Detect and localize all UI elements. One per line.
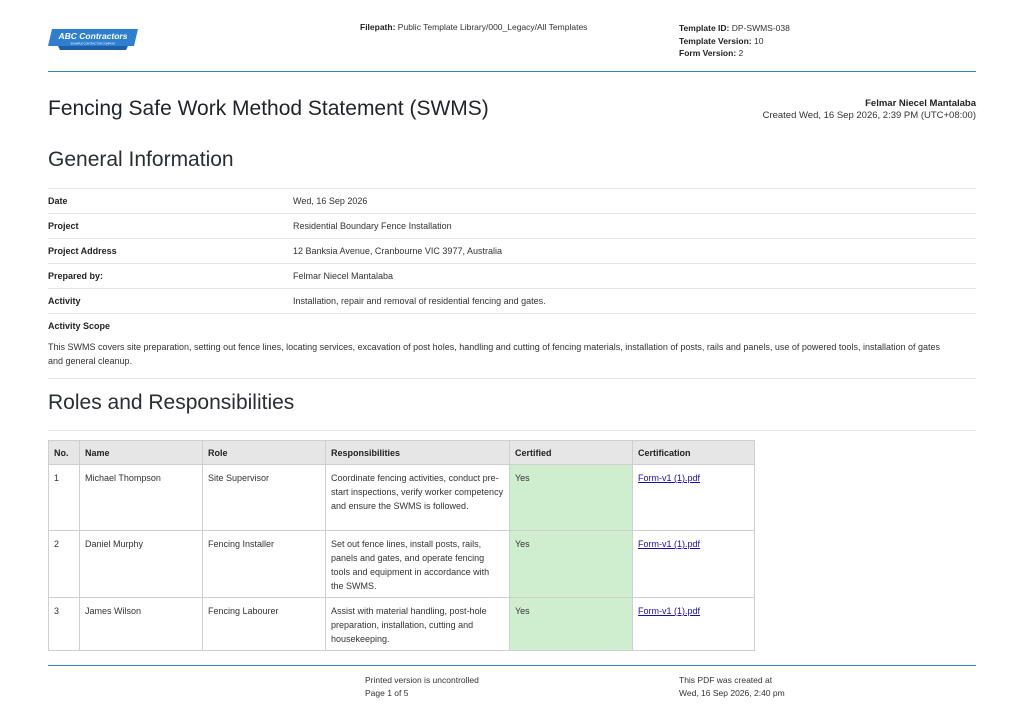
filepath [360,22,587,32]
info-row-activity-scope [48,313,976,368]
uncontrolled-notice: Printed version is uncontrolled [365,675,479,685]
cell-role: Fencing Labourer [203,598,326,651]
info-row-project-address [48,238,976,263]
certification-file-link[interactable]: Form-v1 (1).pdf [638,606,701,616]
template-id-label: Template ID: [679,23,730,33]
info-row-activity [48,288,976,313]
info-label: Prepared by: [48,271,104,281]
cell-certification [633,598,755,651]
cell-name: Michael Thompson [80,465,203,531]
footer-left [365,674,479,699]
info-value: Wed, 16 Sep 2026 [293,196,368,206]
template-version-label: Template Version: [679,35,752,46]
cell-certified: Yes [510,465,633,531]
column-header-no: No. [49,441,80,465]
logo-title: ABC Contractors [58,31,128,41]
table-header-row [49,441,755,465]
author-name: Felmar Niecel Mantalaba [865,98,976,109]
pdf-created-label: This PDF was created at [679,675,773,685]
form-version-value: 2 [738,48,744,58]
table-row [49,465,755,531]
cell-no: 1 [49,465,80,531]
general-information-heading: General Information [48,148,234,171]
section-divider [48,378,976,379]
logo-subtitle: EXAMPLE CONTRACTOR COMPANY [70,42,116,46]
section-divider [48,430,976,431]
activity-scope-label: Activity Scope [48,321,111,331]
column-header-role: Role [203,441,326,465]
cell-certification [633,531,755,598]
info-label: Project Address [48,246,117,256]
cell-responsibilities: Coordinate fencing activities, conduct pre-start inspections, verify worker competency and ensure the SWMS is followed. [326,465,510,531]
pdf-created-value: Wed, 16 Sep 2026, 2:40 pm [679,687,785,698]
table-row [49,598,755,651]
cell-no: 3 [49,598,80,651]
info-row-project [48,213,976,238]
info-label: Project [48,221,79,231]
company-logo [48,27,138,51]
column-header-certified: Certified [510,441,633,465]
filepath-label: Filepath: [360,22,396,32]
info-value: Residential Boundary Fence Installation [293,221,452,231]
column-header-name: Name [80,441,203,465]
cell-certified: Yes [510,531,633,598]
cell-name: James Wilson [80,598,203,651]
certification-file-link[interactable]: Form-v1 (1).pdf [638,539,701,549]
document-title: Fencing Safe Work Method Statement (SWMS) [48,97,489,120]
cell-responsibilities: Set out fence lines, install posts, rails, panels and gates, and operate fencing tools and equipment in accordance with the SWMS. [326,531,510,598]
template-version-value: 10 [753,35,764,46]
info-value: 12 Banksia Avenue, Cranbourne VIC 3977, Australia [293,246,502,256]
cell-certification [633,465,755,531]
template-id-value: DP-SWMS-038 [731,23,790,33]
author-block [763,98,976,122]
table-row [49,531,755,598]
activity-scope-text: This SWMS covers site preparation, setting out fence lines, locating services, excavation of post holes, handling and cutting of fencing materials, installation of posts, rails and panels, use of powered tools, installation of gates and general cleanup. [48,342,940,366]
header-divider [48,71,976,72]
created-timestamp: Created Wed, 16 Sep 2026, 2:39 PM (UTC+08:00) [762,110,976,121]
column-header-responsibilities: Responsibilities [326,441,510,465]
cell-role: Fencing Installer [203,531,326,598]
cell-responsibilities: Assist with material handling, post-hole preparation, installation, cutting and housekeeping. [326,598,510,651]
info-row-prepared-by [48,263,976,288]
roles-table [48,440,755,651]
cell-certified: Yes [510,598,633,651]
form-version-label: Form Version: [679,48,737,58]
template-meta [679,22,790,60]
certification-file-link[interactable]: Form-v1 (1).pdf [638,473,701,483]
footer-right [679,674,785,699]
roles-heading: Roles and Responsibilities [48,391,295,414]
cell-role: Site Supervisor [203,465,326,531]
filepath-value: Public Template Library/000_Legacy/All Templates [397,22,588,32]
general-information-list [48,188,976,368]
column-header-certification: Certification [633,441,755,465]
info-value: Installation, repair and removal of residential fencing and gates. [293,296,546,306]
footer-divider [48,665,976,666]
info-label: Activity [48,296,81,306]
page-number: Page 1 of 5 [365,687,409,698]
cell-name: Daniel Murphy [80,531,203,598]
info-label: Date [48,196,68,206]
info-value: Felmar Niecel Mantalaba [293,271,394,281]
info-row-date [48,188,976,213]
cell-no: 2 [49,531,80,598]
